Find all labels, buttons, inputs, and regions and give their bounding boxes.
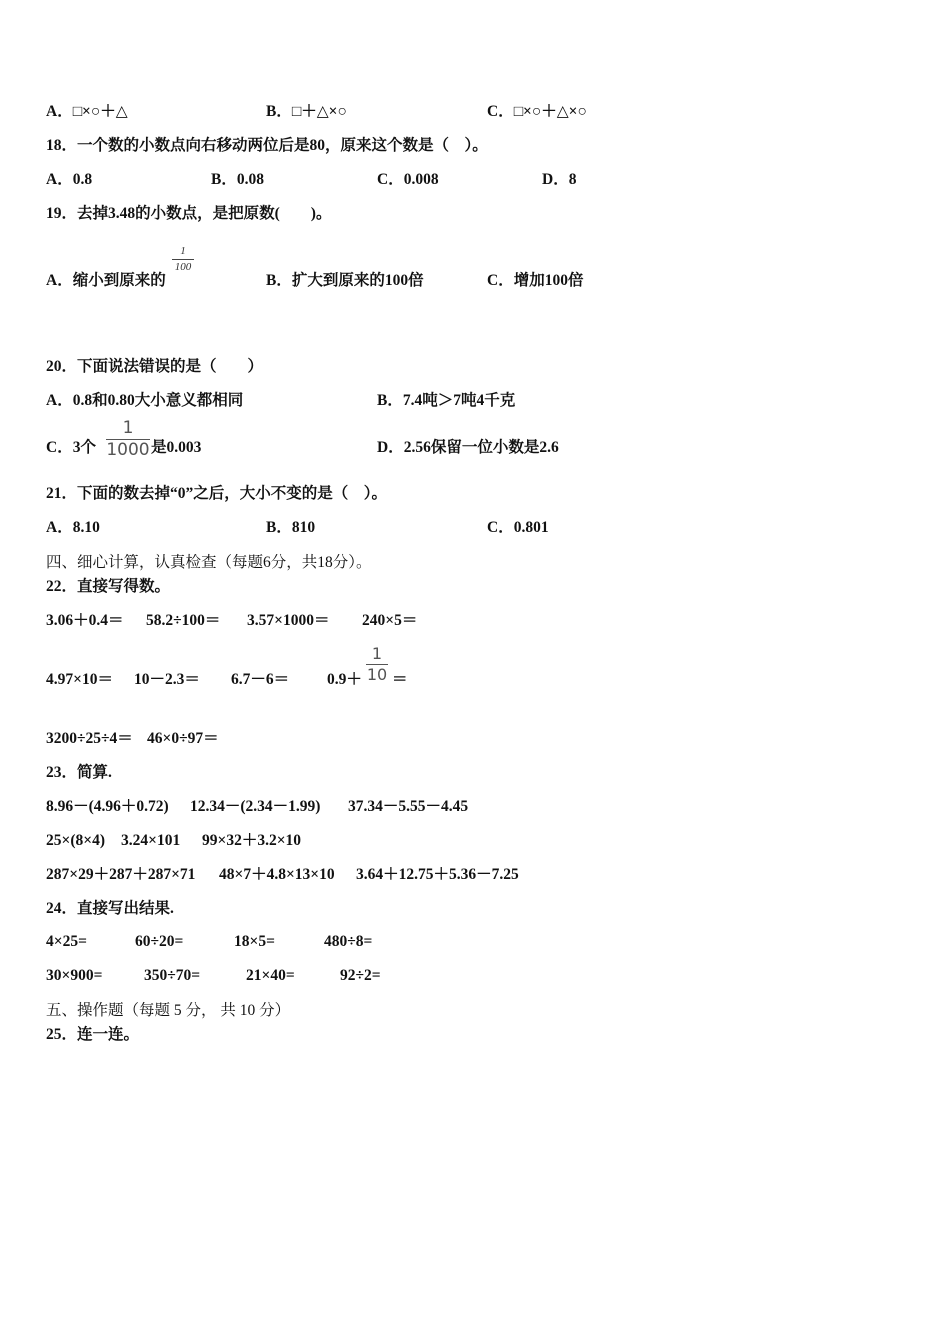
q19-option-b: B．扩大到原来的100倍 bbox=[266, 272, 424, 289]
q20-option-c-suffix: 是0.003 bbox=[151, 439, 202, 456]
q24-expression: 18×5= bbox=[234, 933, 275, 950]
q17-option-b: B．□＋△×○ bbox=[266, 103, 347, 120]
q22-stem: 22．直接写得数。 bbox=[46, 578, 171, 595]
q20-option-c-prefix: C．3个 bbox=[46, 439, 96, 456]
q23-expression: 48×7＋4.8×13×10 bbox=[219, 866, 335, 883]
q19-option-c: C．增加100倍 bbox=[487, 272, 584, 289]
q18-stem: 18．一个数的小数点向右移动两位后是80，原来这个数是（ ）。 bbox=[46, 137, 488, 154]
q20-option-b: B．7.4吨＞7吨4千克 bbox=[377, 392, 516, 409]
q22-equals: ＝ bbox=[392, 671, 408, 688]
q21-stem: 21．下面的数去掉“0”之后，大小不变的是（ ）。 bbox=[46, 485, 388, 502]
q22-expression: 6.7－6＝ bbox=[231, 671, 290, 688]
q22-expression: 3.06＋0.4＝ bbox=[46, 612, 124, 629]
q22-expression: 10－2.3＝ bbox=[134, 671, 200, 688]
fraction-numerator: 1 bbox=[371, 644, 383, 663]
fraction-denominator: 10 bbox=[366, 665, 388, 684]
q24-expression: 92÷2= bbox=[340, 967, 381, 984]
q22-expression: 0.9＋ bbox=[327, 671, 362, 688]
q18-option-d: D．8 bbox=[542, 171, 577, 188]
q17-option-c: C．□×○＋△×○ bbox=[487, 103, 587, 120]
q20-option-a: A．0.8和0.80大小意义都相同 bbox=[46, 392, 244, 409]
q17-option-a: A．□×○＋△ bbox=[46, 103, 128, 120]
q23-expression: 25×(8×4) bbox=[46, 832, 105, 849]
section-4-heading: 四、细心计算，认真检查（每题6分，共18分）。 bbox=[46, 554, 372, 571]
q19-stem: 19．去掉3.48的小数点，是把原数( )。 bbox=[46, 205, 332, 222]
q22-expression: 58.2÷100＝ bbox=[146, 612, 221, 629]
q18-option-b: B．0.08 bbox=[211, 171, 264, 188]
q21-option-b: B．810 bbox=[266, 519, 316, 536]
q19-fraction bbox=[172, 246, 194, 273]
q22-expression: 4.97×10＝ bbox=[46, 671, 113, 688]
q20-stem: 20．下面说法错误的是（ ） bbox=[46, 358, 264, 375]
q24-stem: 24．直接写出结果. bbox=[46, 900, 174, 917]
fraction-numerator: 1 bbox=[180, 245, 186, 257]
q20-fraction bbox=[106, 420, 150, 459]
q24-expression: 480÷8= bbox=[324, 933, 373, 950]
q22-expression: 3200÷25÷4＝ bbox=[46, 730, 133, 747]
fraction-denominator: 1000 bbox=[106, 440, 150, 460]
q22-expression: 3.57×1000＝ bbox=[247, 612, 330, 629]
q23-expression: 99×32＋3.2×10 bbox=[202, 832, 302, 849]
q20-option-d: D．2.56保留一位小数是2.6 bbox=[377, 439, 559, 456]
fraction-bar bbox=[172, 259, 194, 260]
q23-stem: 23．简算. bbox=[46, 764, 112, 781]
q24-expression: 4×25= bbox=[46, 933, 87, 950]
q23-expression: 37.34－5.55－4.45 bbox=[348, 798, 469, 815]
q25-stem: 25．连一连。 bbox=[46, 1026, 140, 1043]
q21-option-a: A．8.10 bbox=[46, 519, 100, 536]
q24-expression: 60÷20= bbox=[135, 933, 184, 950]
q24-expression: 21×40= bbox=[246, 967, 295, 984]
q23-expression: 12.34－(2.34－1.99) bbox=[190, 798, 321, 815]
q22-expression: 240×5＝ bbox=[362, 612, 418, 629]
q22-expression: 46×0÷97＝ bbox=[147, 730, 219, 747]
q23-expression: 3.64＋12.75＋5.36－7.25 bbox=[356, 866, 519, 883]
q18-option-a: A．0.8 bbox=[46, 171, 93, 188]
q23-expression: 3.24×101 bbox=[121, 832, 181, 849]
q24-expression: 30×900= bbox=[46, 967, 103, 984]
section-5-heading: 五、操作题（每题 5 分， 共 10 分） bbox=[46, 1002, 291, 1019]
q22-fraction bbox=[366, 646, 388, 683]
q19-option-a: A．缩小到原来的 bbox=[46, 272, 166, 289]
q23-expression: 8.96－(4.96＋0.72) bbox=[46, 798, 169, 815]
fraction-denominator: 100 bbox=[174, 261, 192, 273]
q23-expression: 287×29＋287＋287×71 bbox=[46, 866, 196, 883]
q24-expression: 350÷70= bbox=[144, 967, 201, 984]
q18-option-c: C．0.008 bbox=[377, 171, 439, 188]
fraction-numerator: 1 bbox=[122, 418, 134, 438]
q21-option-c: C．0.801 bbox=[487, 519, 549, 536]
